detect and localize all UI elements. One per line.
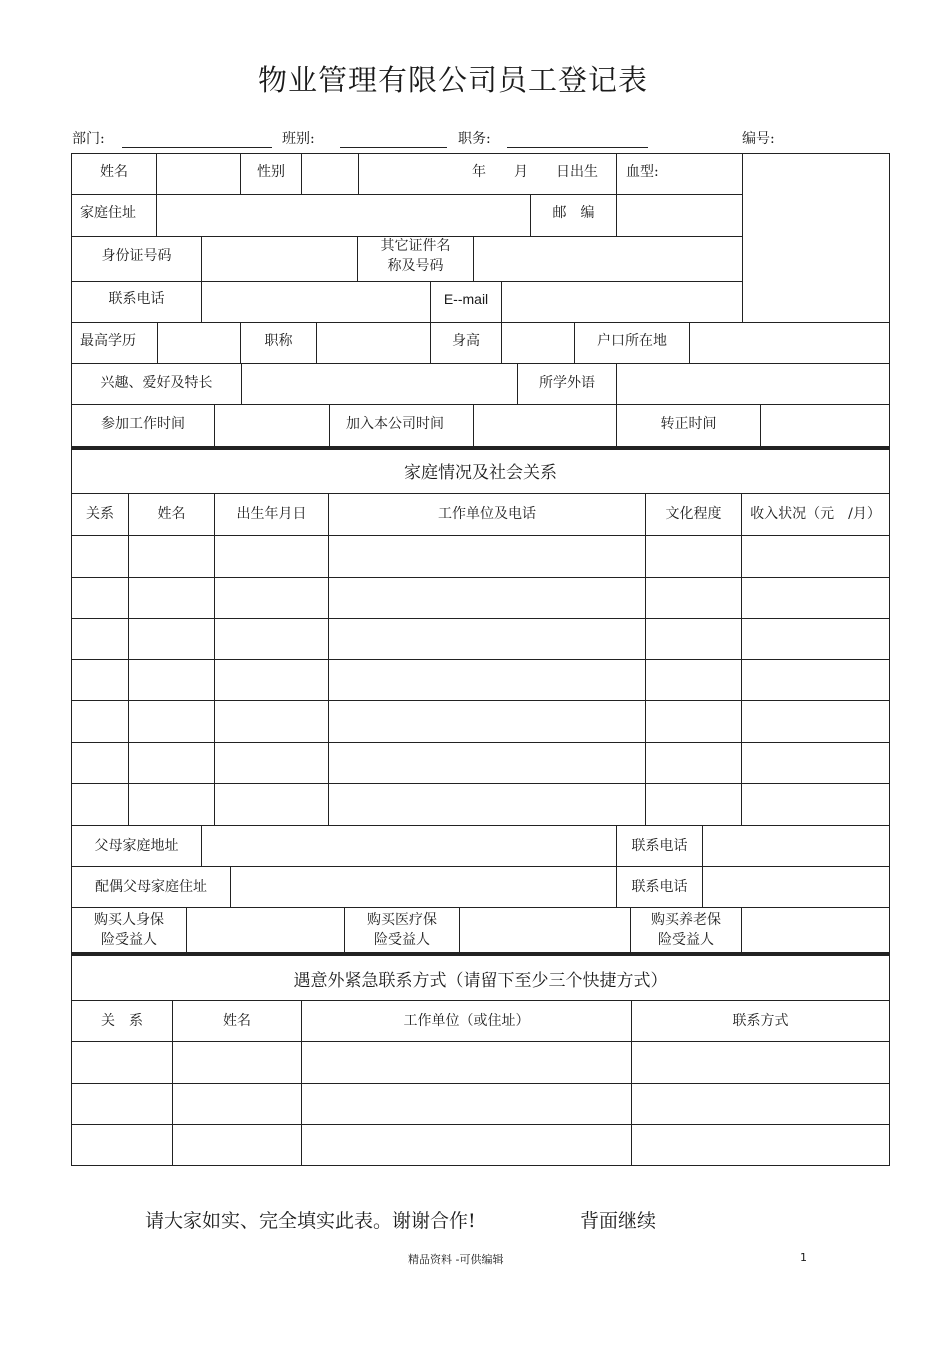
hukou-label: 户口所在地 [597, 333, 667, 349]
parents-address-label: 父母家庭地址 [94, 838, 179, 854]
family-col-name: 姓名 [157, 506, 186, 522]
blood-type-label: 血型: [626, 164, 659, 180]
hobbies-label: 兴趣、爱好及特长 [100, 375, 213, 391]
postcode-label: 邮 编 [552, 205, 595, 221]
dept-field[interactable] [122, 147, 272, 148]
regular-date-label: 转正时间 [660, 416, 717, 432]
address-label: 家庭住址 [80, 205, 136, 221]
family-col-income: 收入状况（元 /月） [750, 506, 881, 522]
shift-label: 班别: [282, 131, 315, 147]
caption: 精品资料 -可供编辑 [408, 1253, 504, 1266]
height-label: 身高 [452, 333, 480, 349]
shift-field[interactable] [340, 147, 447, 148]
gender-label: 性别 [257, 164, 285, 180]
name-label: 姓名 [100, 164, 128, 180]
other-id-label: 其它证件名 称及号码 [380, 238, 451, 274]
emergency-col-relation: 关 系 [101, 1013, 143, 1029]
spouse-parents-phone-label: 联系电话 [631, 879, 688, 895]
form-title: 物业管理有限公司员工登记表 [257, 63, 648, 97]
footer-note: 请大家如实、完全填实此表。谢谢合作! [145, 1210, 476, 1232]
number-label: 编号: [742, 131, 775, 147]
emergency-col-contact: 联系方式 [732, 1013, 789, 1029]
work-start-label: 参加工作时间 [101, 416, 185, 432]
insurance-medical-label: 购买医疗保 险受益人 [367, 912, 437, 948]
emergency-section-title: 遇意外紧急联系方式（请留下至少三个快捷方式） [293, 971, 668, 991]
family-col-workplace: 工作单位及电话 [438, 506, 536, 522]
job-title-label: 职称 [264, 333, 293, 349]
spouse-parents-address-label: 配偶父母家庭住址 [95, 879, 207, 895]
dept-label: 部门: [72, 131, 105, 147]
continue-note: 背面继续 [580, 1210, 657, 1232]
emergency-col-name: 姓名 [223, 1013, 251, 1029]
family-col-education: 文化程度 [665, 506, 722, 522]
page-number: 1 [800, 1251, 807, 1264]
insurance-personal-label: 购买人身保 险受益人 [94, 912, 164, 948]
education-label: 最高学历 [80, 333, 136, 349]
join-date-label: 加入本公司时间 [346, 416, 444, 432]
position-label: 职务: [458, 131, 491, 147]
phone-label: 联系电话 [108, 291, 165, 307]
position-field[interactable] [507, 147, 648, 148]
email-label: E--mail [443, 291, 489, 307]
insurance-pension-label: 购买养老保 险受益人 [651, 912, 721, 948]
birth-label: 年 月 日出生 [472, 164, 598, 180]
family-col-relation: 关系 [86, 506, 114, 522]
id-number-label: 身份证号码 [101, 248, 172, 264]
emergency-col-workplace: 工作单位（或住址） [403, 1013, 530, 1029]
family-col-birthdate: 出生年月日 [236, 506, 307, 522]
parents-phone-label: 联系电话 [631, 838, 688, 854]
family-section-title: 家庭情况及社会关系 [404, 463, 557, 483]
language-label: 所学外语 [539, 375, 595, 391]
